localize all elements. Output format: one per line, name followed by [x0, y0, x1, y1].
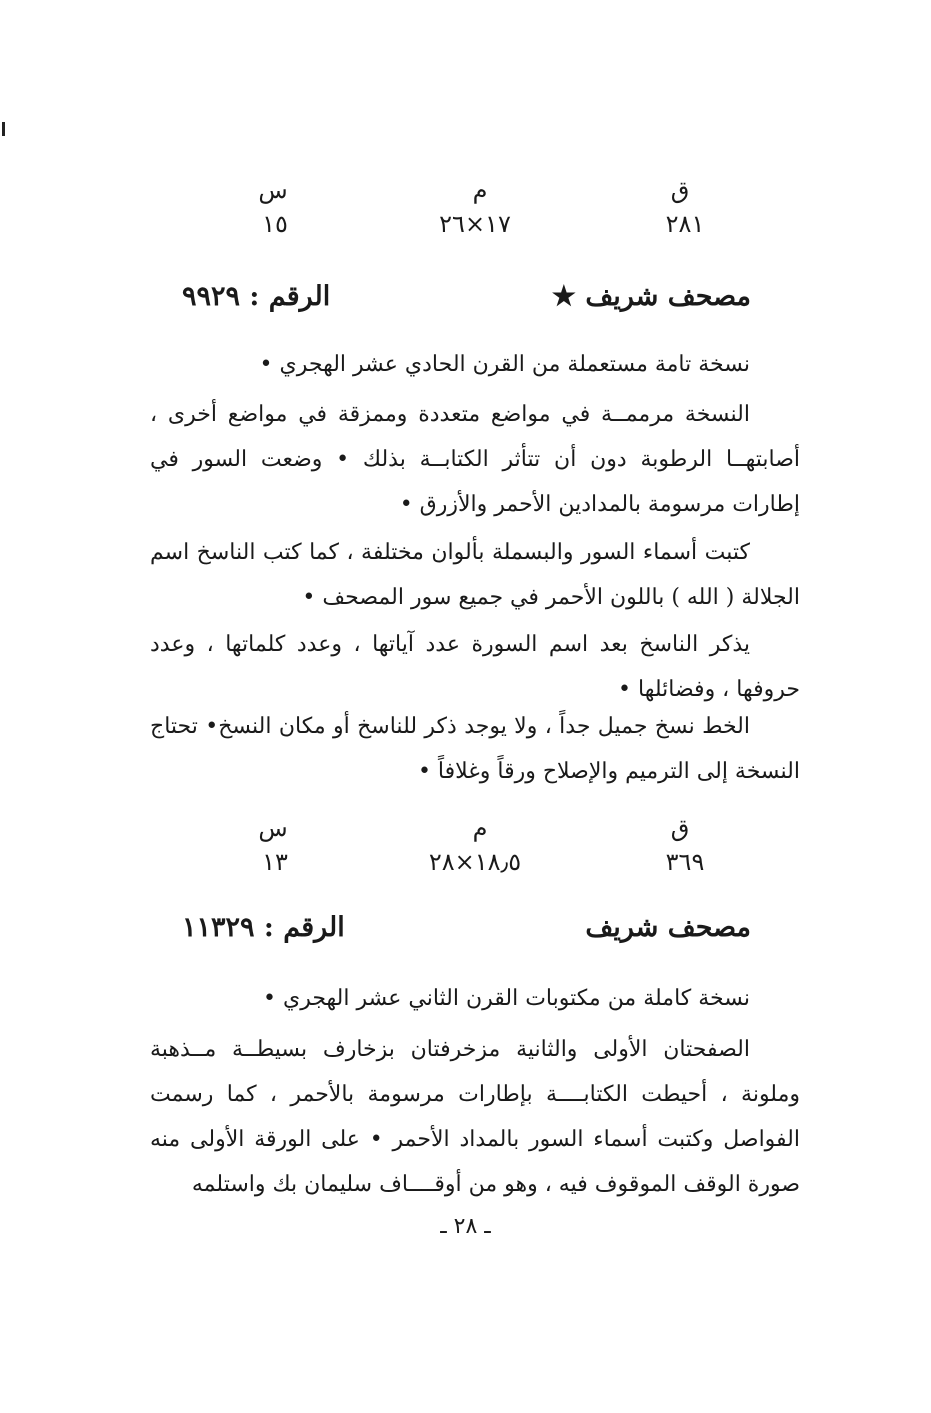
- label-s: س: [258, 176, 288, 204]
- record-1-dimensions: [0, 172, 931, 252]
- page-number: ـ ٢٨ ـ: [440, 1214, 491, 1239]
- section-1-paragraph: كتبت أسماء السور والبسملة بألوان مختلفة ، كما كتب الناسخ اسم الجلالة ( الله ) باللون الأحمر في جميع سور المصحف •: [150, 540, 800, 610]
- section-2-number: الرقم : ١١٣٢٩: [182, 912, 345, 943]
- section-1-paragraph: النسخة مرممــة في مواضع متعددة وممزقة في مواضع أخرى ، أصابتهــا الرطوبة دون أن تتأثر الكتابــة بذلك • وضعت السور في إطارات مرسومة بالمدادين الأحمر والأزرق •: [150, 402, 800, 517]
- label-s: س: [258, 814, 288, 842]
- label-m: م: [472, 176, 488, 204]
- scan-edge-mark: [2, 122, 5, 136]
- section-1-paragraph: يذكر الناسخ بعد اسم السورة عدد آياتها ، وعدد كلماتها ، وعدد حروفها ، وفضائلها •: [150, 632, 800, 702]
- record-2-dimensions: [0, 810, 931, 890]
- value-q: ٢٨١: [665, 210, 705, 238]
- section-1-paragraph: الخط نسخ جميل جداً ، ولا يوجد ذكر للناسخ أو مكان النسخ• تحتاج النسخة إلى الترميم والإصلاح ورقاً وغلافاً •: [150, 714, 800, 784]
- section-1-paragraph: نسخة تامة مستعملة من القرن الحادي عشر الهجري •: [259, 352, 750, 377]
- section-1-heading: [0, 275, 931, 319]
- section-2-title: مصحف شريف: [585, 912, 751, 943]
- section-2-heading: [0, 906, 931, 950]
- value-m: ١٨٫٥×٢٨: [428, 848, 522, 876]
- value-s: ١٥: [262, 210, 288, 238]
- section-1-title: مصحف شريف ★: [551, 281, 751, 312]
- section-2-paragraph: الصفحتان الأولى والثانية مزخرفتان بزخارف بسيطــة مــذهبة وملونة ، أحيطت الكتابــــة بإطارات مرسومة بالأحمر ، كما رسمت الفواصل وكتبت أسماء السور بالمداد الأحمر • على الورقة الأولى منه صورة الوقف الموقوف فيه ، وهو من أوقــــاف سليمان بك واستلمه: [150, 1037, 800, 1197]
- value-s: ١٣: [262, 848, 288, 876]
- label-m: م: [472, 814, 488, 842]
- section-2-paragraph: نسخة كاملة من مكتوبات القرن الثاني عشر الهجري •: [263, 986, 750, 1011]
- section-1-number: الرقم : ٩٩٢٩: [182, 281, 331, 312]
- label-q: ق: [670, 176, 690, 204]
- value-q: ٣٦٩: [665, 848, 705, 876]
- label-q: ق: [670, 814, 690, 842]
- value-m: ١٧×٢٦: [439, 210, 511, 238]
